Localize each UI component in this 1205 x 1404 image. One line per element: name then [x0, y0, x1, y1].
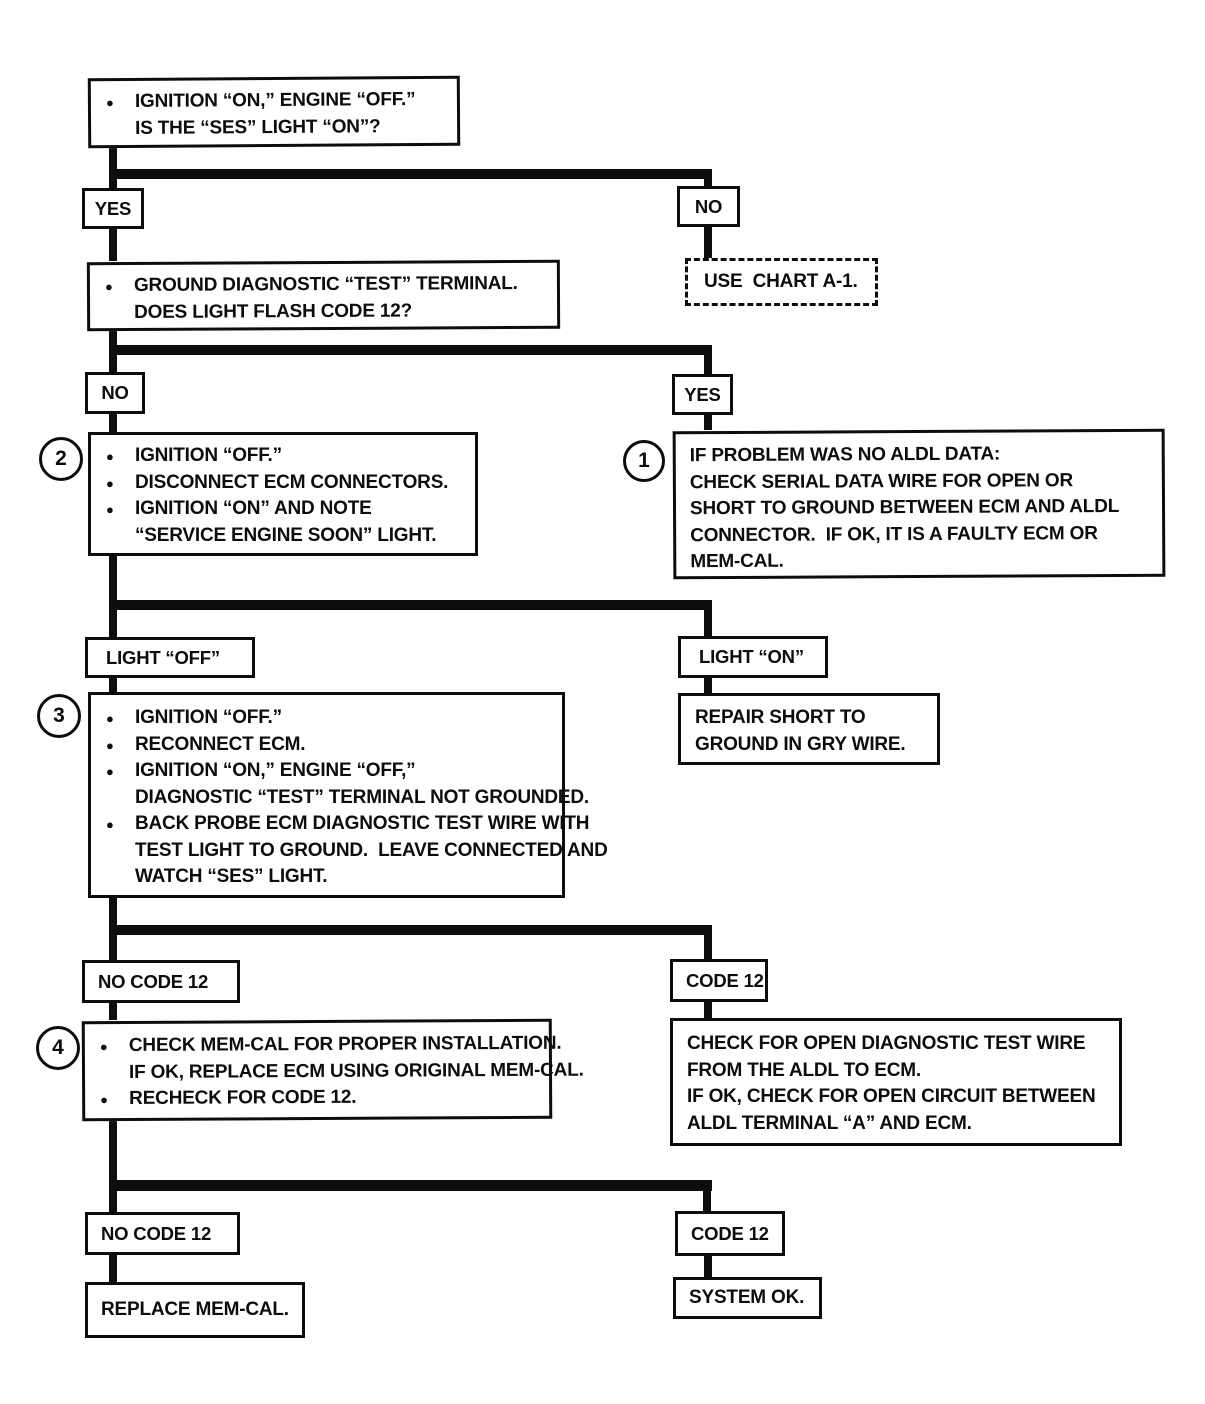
start-node [88, 76, 460, 149]
flow-text-line: CONNECTOR. IF OK, IT IS A FAULTY ECM OR [690, 522, 1098, 546]
step4-badge: 4 [36, 1026, 80, 1070]
flow-text-line: ● GROUND DIAGNOSTIC “TEST” TERMINAL. [90, 271, 557, 300]
system-ok-node: SYSTEM OK. [673, 1277, 822, 1319]
flow-text-line: ALDL TERMINAL “A” AND ECM. [687, 1112, 972, 1134]
connector-line [109, 345, 712, 355]
flow-text-line: ● CHECK MEM-CAL FOR PROPER INSTALLATION. [85, 1031, 549, 1060]
connector-line [704, 600, 712, 636]
connector-line [704, 925, 712, 959]
branch5-code12-label: CODE 12 [675, 1211, 785, 1256]
connector-line [109, 1003, 117, 1020]
flow-text-line: ● RECONNECT ECM. [91, 732, 562, 759]
connector-line [704, 227, 712, 258]
connector-line [109, 147, 117, 188]
flow-text-line: ● IGNITION “OFF.” [91, 705, 562, 732]
flow-text-line: FROM THE ALDL TO ECM. [687, 1059, 921, 1081]
step2-node [88, 432, 478, 556]
flow-text-line: ● IGNITION “ON,” ENGINE “OFF,” [91, 758, 562, 785]
branch1-yes-label: YES [82, 188, 144, 229]
step3-node [88, 692, 608, 898]
flow-text-line: SHORT TO GROUND BETWEEN ECM AND ALDL [689, 495, 1120, 520]
flow-text-line: GROUND IN GRY WIRE. [695, 733, 906, 755]
flow-text-line: “SERVICE ENGINE SOON” LIGHT. [135, 524, 437, 546]
flow-text-line: ● DISCONNECT ECM CONNECTORS. [91, 470, 475, 497]
replace-memcal-node: REPLACE MEM-CAL. [85, 1282, 305, 1338]
connector-line [704, 169, 712, 186]
connector-line [109, 1120, 117, 1212]
note1-node [673, 429, 1166, 580]
branch3-light-off-label: LIGHT “OFF” [85, 637, 255, 678]
step4-node [82, 1019, 584, 1121]
connector-line [109, 556, 117, 637]
flow-text-line: IS THE “SES” LIGHT “ON”? [135, 115, 381, 139]
connector-line [704, 345, 712, 374]
connector-line [703, 1180, 711, 1211]
connector-line [109, 600, 712, 610]
flow-text-line: MEM-CAL. [690, 550, 784, 573]
connector-line [109, 925, 712, 935]
flow-text-line: DOES LIGHT FLASH CODE 12? [134, 300, 413, 323]
ground-diagnostic-node [87, 260, 560, 331]
branch5-no-code12-label: NO CODE 12 [85, 1212, 240, 1255]
flow-text-line: ● BACK PROBE ECM DIAGNOSTIC TEST WIRE WITH [91, 811, 562, 838]
check-open-node [670, 1018, 1122, 1146]
flow-text-line: IF PROBLEM WAS NO ALDL DATA: [689, 443, 1001, 467]
flow-text-line: CHECK SERIAL DATA WIRE FOR OPEN OR [689, 469, 1073, 493]
branch4-code12-label: CODE 12 [670, 959, 768, 1002]
connector-line [109, 678, 117, 692]
connector-line [109, 414, 117, 432]
connector-line [109, 169, 712, 179]
flow-text-line: ● IGNITION “OFF.” [91, 443, 475, 470]
flow-text-line: ● IGNITION “ON” AND NOTE [91, 496, 475, 523]
step2-badge: 2 [39, 437, 83, 481]
branch1-no-label: NO [677, 186, 740, 227]
branch2-no-label: NO [85, 372, 145, 414]
branch4-no-code12-label: NO CODE 12 [82, 960, 240, 1003]
connector-line [704, 1256, 712, 1277]
flow-text-line: IF OK, CHECK FOR OPEN CIRCUIT BETWEEN [687, 1086, 1096, 1107]
connector-line [109, 1255, 117, 1282]
use-chart-a1-node: USE CHART A-1. [685, 258, 878, 306]
branch3-light-on-label: LIGHT “ON” [678, 636, 828, 678]
flow-text-line: ● IGNITION “ON,” ENGINE “OFF.” [91, 87, 457, 116]
step3-badge: 3 [37, 694, 81, 738]
flow-text-line: ● RECHECK FOR CODE 12. [85, 1084, 549, 1113]
flow-text-line: IF OK, REPLACE ECM USING ORIGINAL MEM-CAL. [128, 1059, 584, 1083]
flow-text-line: DIAGNOSTIC “TEST” TERMINAL NOT GROUNDED. [135, 786, 589, 808]
note1-badge: 1 [623, 440, 665, 482]
connector-line [109, 1180, 712, 1191]
flow-text-line: REPAIR SHORT TO [695, 707, 866, 728]
connector-line [704, 415, 712, 430]
connector-line [109, 229, 117, 261]
connector-line [704, 1002, 712, 1018]
flow-text-line: TEST LIGHT TO GROUND. LEAVE CONNECTED AND [135, 839, 608, 861]
flow-text-line: WATCH “SES” LIGHT. [135, 866, 328, 887]
connector-line [704, 678, 712, 693]
repair-node [678, 693, 940, 765]
flow-text-line: CHECK FOR OPEN DIAGNOSTIC TEST WIRE [687, 1033, 1086, 1054]
branch2-yes-label: YES [672, 374, 733, 415]
